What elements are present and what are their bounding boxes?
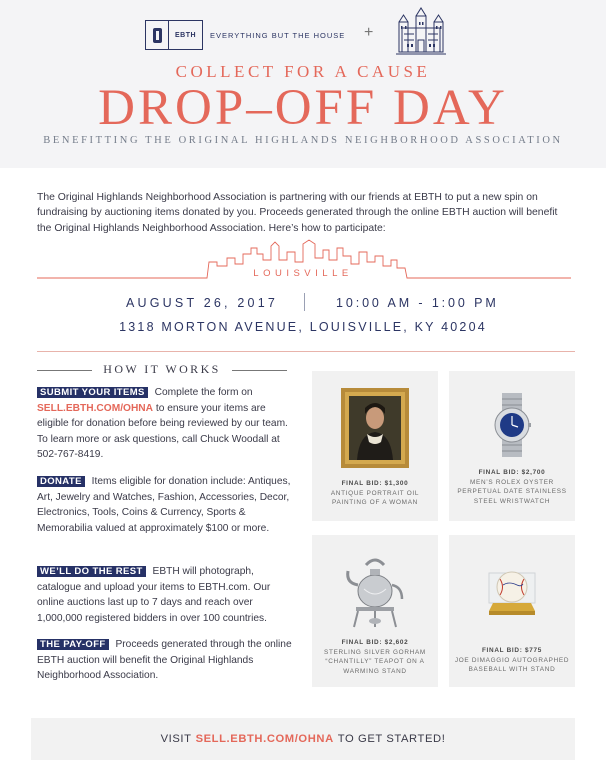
footer-cta — [31, 718, 575, 760]
ebth-logo[interactable] — [145, 20, 203, 50]
section-divider — [37, 351, 575, 352]
item-card-teapot[interactable] — [312, 535, 438, 687]
step-rest — [37, 564, 299, 626]
ebth-logo-mark-icon — [146, 21, 169, 49]
step-tag-rest: WE’LL DO THE REST — [37, 566, 146, 577]
collect-for-a-cause: COLLECT FOR A CAUSE — [175, 62, 431, 81]
ohna-castle-logo-icon — [396, 6, 446, 58]
how-it-works-heading-wrap — [37, 362, 287, 378]
sell-link[interactable]: SELL.EBTH.COM/OHNA — [37, 402, 154, 414]
event-address: 1318 MORTON AVENUE, LOUISVILLE, KY 40204 — [119, 320, 487, 334]
item-caption: FINAL BID: $2,700 MEN’S ROLEX OYSTER PERPETUAL DATE STAINLESS STEEL WRISTWATCH — [457, 469, 567, 505]
portrait-painting-icon — [341, 388, 409, 468]
date-time-divider — [304, 293, 305, 311]
event-time: 10:00 AM - 1:00 PM — [336, 296, 499, 310]
footer-post: TO GET STARTED! — [337, 733, 446, 745]
step-tag-submit: SUBMIT YOUR ITEMS — [37, 387, 148, 398]
hero-banner — [0, 0, 606, 168]
city-label: LOUISVILLE — [253, 268, 353, 279]
item-card-portrait[interactable] — [312, 371, 438, 521]
step-text: Items eligible for donation include: Antiques, Art, Jewelry and Watches, Fashion, Accessories, Decor, Electronics, Tools, Coins & Currency, Sports & Memorabilia valued at approximately $100 or more. — [37, 476, 291, 534]
step-text: EBTH will photograph, catalogue and upload your items to EBTH.com. Our online auctions last up to 7 days and reach over 1,000,000 registered bidders in over 100 countries. — [37, 566, 271, 624]
item-caption: FINAL BID: $1,300 ANTIQUE PORTRAIT OIL PAINTING OF A WOMAN — [330, 480, 420, 507]
step-tag-payoff: THE PAY-OFF — [37, 639, 109, 650]
wristwatch-icon — [492, 393, 532, 457]
step-submit — [37, 385, 299, 463]
step-tag-donate: DONATE — [37, 476, 85, 487]
brand-name: EVERYTHING BUT THE HOUSE — [210, 31, 346, 40]
step-text: Complete the form on — [154, 387, 253, 398]
step-text: Proceeds generated through the online EBTH auction will benefit the Original Highlands Neighborhood Association. — [37, 639, 292, 682]
footer-pre: VISIT — [160, 733, 192, 745]
step-text: to ensure your items are eligible for donation before being reviewed by our team. To learn more or ask questions, call Chuck Woodall at 502-767-8419. — [37, 402, 288, 461]
item-card-watch[interactable] — [449, 371, 575, 521]
plus-sign: + — [364, 24, 374, 41]
event-date: AUGUST 26, 2017 — [126, 296, 278, 310]
ebth-logo-abbr: EBTH — [174, 31, 197, 39]
item-caption: FINAL BID: $775 JOE DIMAGGIO AUTOGRAPHED BASEBALL WITH STAND — [454, 647, 570, 674]
step-payoff — [37, 637, 299, 684]
page-title: DROP–OFF DAY — [98, 80, 508, 136]
footer-link[interactable]: SELL.EBTH.COM/OHNA — [195, 733, 334, 745]
item-caption: FINAL BID: $2,602 STERLING SILVER GORHAM “CHANTILLY” TEAPOT ON A WARMING STAND — [324, 639, 426, 675]
benefiting-line: BENEFITTING THE ORIGINAL HIGHLANDS NEIGHBORHOOD ASSOCIATION — [43, 135, 563, 146]
autographed-baseball-icon — [485, 563, 539, 617]
intro-paragraph: The Original Highlands Neighborhood Association is partnering with our friends at EBTH to put a new spin on fundraising by auctioning items donated by you. Proceeds generated through the online EBTH auction will benefit the Original Highlands Neighborhood Association. Here’s how to participate: — [37, 192, 558, 234]
item-card-baseball[interactable] — [449, 535, 575, 687]
silver-teapot-icon — [344, 555, 406, 629]
step-donate — [37, 474, 299, 536]
how-it-works-heading: HOW IT WORKS — [103, 362, 221, 376]
